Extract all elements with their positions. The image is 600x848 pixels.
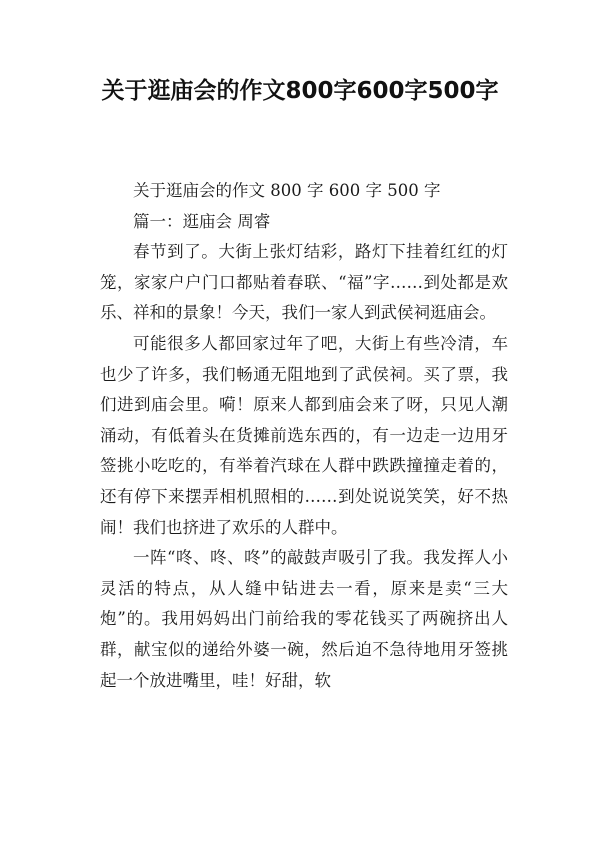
paragraph: 一阵“咚、咚、咚”的敲鼓声吸引了我。我发挥人小灵活的特点，从人缝中钻进去一看，原来是卖“三大炮”的。我用妈妈出门前给我的零花钱买了两碗挤出人群，献宝似的递给外婆一碗，然后迫不急待地用牙签挑起一个放进嘴里，哇！好甜，软	[100, 548, 508, 690]
paragraph: 可能很多人都回家过年了吧，大街上有些冷清，车也少了许多，我们畅通无阻地到了武侯祠。买了票，我们进到庙会里。嗬！原来人都到庙会来了呀，只见人潮涌动，有低着头在货摊前选东西的，有一边走一边用牙签挑小吃吃的，有举着汽球在人群中跌跌撞撞走着的，还有停下来摆弄相机照相的……到处说说笑笑，好不热闹！我们也挤进了欢乐的人群中。	[100, 333, 508, 537]
paragraph: 春节到了。大街上张灯结彩，路灯下挂着红红的灯笼，家家户户门口都贴着春联、“福”字……到处都是欢乐、祥和的景象！今天，我们一家人到武侯祠逛庙会。	[100, 242, 508, 323]
document-body	[100, 176, 508, 696]
subtitle-line: 关于逛庙会的作文 800 字 600 字 500 字	[133, 181, 441, 200]
document-title: 关于逛庙会的作文800字600字500字	[101, 78, 499, 104]
section-heading: 篇一：逛庙会 周睿	[133, 211, 271, 231]
